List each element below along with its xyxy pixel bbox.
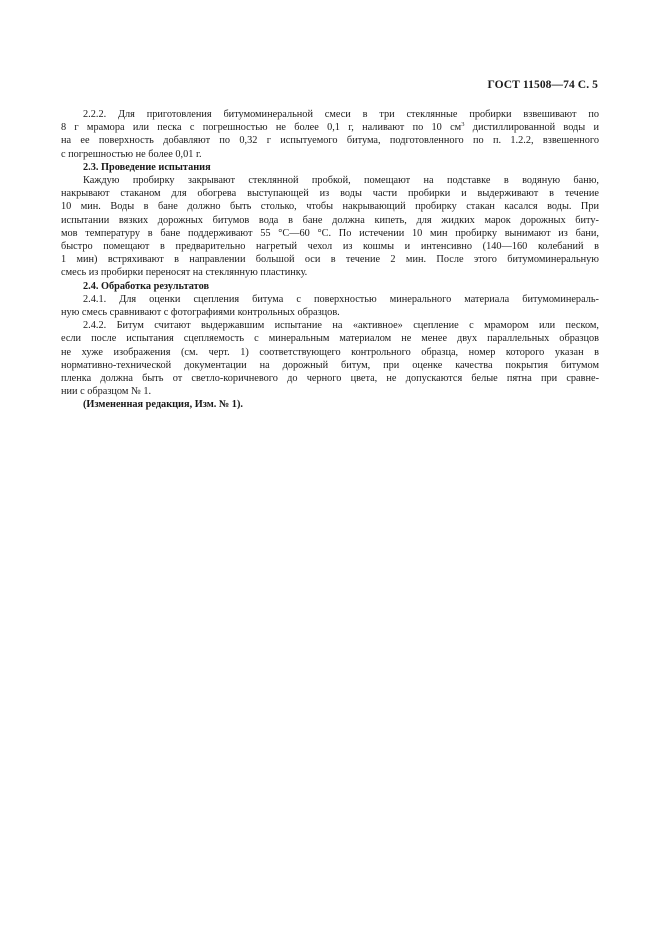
section-2-3-line-5: мов температуру в бане поддерживают 55 °С—60 °С. По истечении 10 мин пробирку вынимают из бани,	[61, 227, 599, 239]
para-2-2-2-line-3: на ее поверхность добавляют по 0,32 г испытуемого битума, подготовленного по п. 1.2.2, взвешенного	[61, 135, 599, 147]
document-body	[61, 108, 599, 412]
page-header: ГОСТ 11508—74 С. 5	[487, 79, 598, 91]
section-2-4-heading: 2.4. Обработка результатов	[83, 280, 210, 292]
para-2-4-2-line-2: если после испытания сцепляемость с минеральным материалом не менее двух параллельных образцов	[61, 333, 599, 345]
para-2-4-2-line-3: не хуже изображения (см. черт. 1) соответствующего контрольного образца, номер которого указан в	[61, 346, 599, 358]
section-2-3-line-1: Каждую пробирку закрывают стеклянной пробкой, помещают на подставке в водяную баню,	[83, 175, 599, 187]
para-2-4-2-line-5: пленка должна быть от светло-коричневого до черного цвета, не допускаются белые пятна при сравне-	[61, 373, 599, 385]
para-2-2-2-line-1: 2.2.2. Для приготовления битумоминеральной смеси в три стеклянные пробирки взвешивают по	[83, 109, 599, 120]
amendment-note: (Измененная редакция, Изм. № 1).	[83, 399, 243, 411]
para-2-4-2-line-6: нии с образцом № 1.	[61, 386, 152, 398]
section-2-3-line-6: быстро помещают в предварительно нагретый чехол из кошмы и интенсивно (140—160 колебаний в	[61, 241, 599, 253]
superscript-cubic: 3	[461, 121, 465, 129]
para-2-2-2-line-2	[61, 121, 599, 134]
para-2-4-1-line-2: ную смесь сравнивают с фотографиями контрольных образцов.	[61, 307, 340, 319]
section-2-3-line-3: 10 мин. Воды в бане должно быть столько, чтобы накрывающий пробирку стакан касался воды. При	[61, 201, 599, 213]
section-2-3-line-7: 1 мин) встряхивают в направлении большой оси в течение 2 мин. После этого битумоминеральную	[61, 254, 599, 266]
para-2-4-2-line-1: 2.4.2. Битум считают выдержавшим испытание на «активное» сцепление с мрамором или песком,	[83, 320, 599, 332]
section-2-3-line-2: накрывают стаканом для обогрева выступающей из воды части пробирки и выдерживают в течение	[61, 188, 599, 200]
section-2-3-line-4: испытании вязких дорожных битумов вода в бане должна кипеть, для жидких марок дорожных биту-	[61, 214, 599, 226]
para-2-4-2-line-4: нормативно-технической документации на дорожный битум, при оценке качества покрытия битумом	[61, 359, 599, 371]
para-2-2-2-line-2-end: дистиллированной воды и	[464, 122, 599, 134]
section-2-3-heading: 2.3. Проведение испытания	[83, 161, 211, 173]
para-2-2-2-line-2-start: 8 г мрамора или песка с погрешностью не более 0,1 г, наливают по 10 см	[61, 122, 462, 134]
para-2-4-1-line-1: 2.4.1. Для оценки сцепления битума с поверхностью минерального материала битумоминераль-	[83, 293, 599, 305]
para-2-2-2-line-4: с погрешностью не более 0,01 г.	[61, 148, 202, 160]
section-2-3-line-8: смесь из пробирки переносят на стеклянную пластинку.	[61, 267, 308, 279]
